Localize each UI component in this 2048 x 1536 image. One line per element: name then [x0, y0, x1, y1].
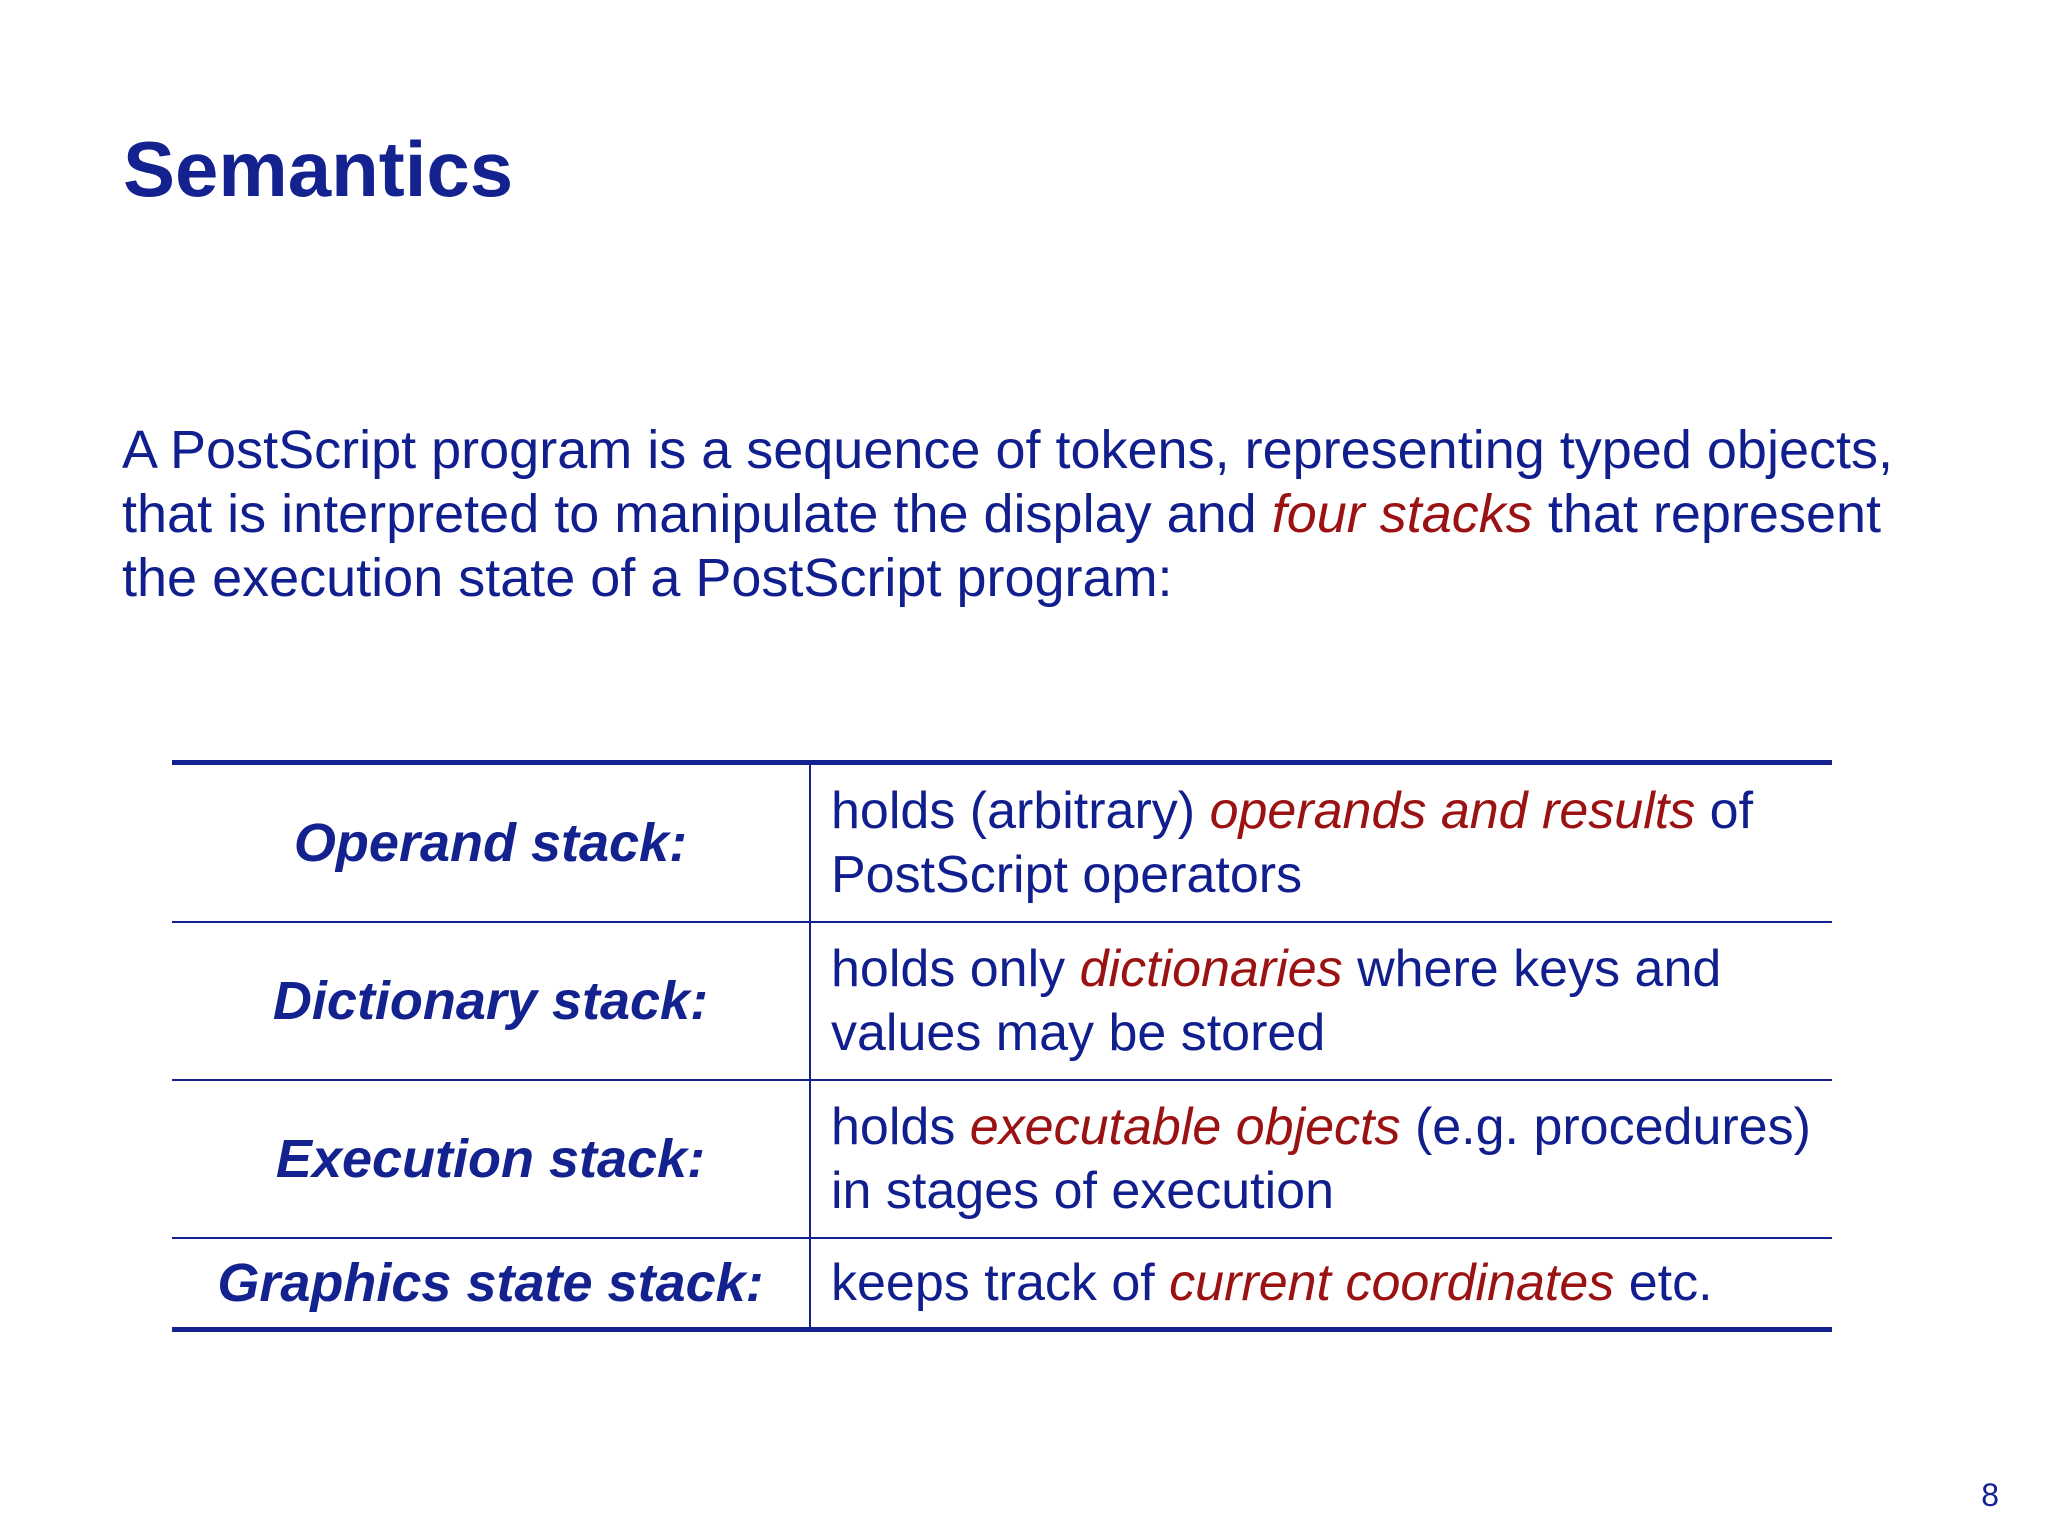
- stack-description: [810, 922, 1832, 1080]
- desc-text: (e.g. procedures) in stages of execution: [831, 1098, 1811, 1220]
- desc-text: of PostScript operators: [831, 782, 1754, 904]
- desc-emphasis: executable objects: [969, 1098, 1401, 1156]
- table-row: [172, 922, 1832, 1080]
- stack-description: [810, 1080, 1832, 1238]
- stack-description: [810, 763, 1832, 923]
- desc-emphasis: dictionaries: [1079, 940, 1343, 998]
- desc-emphasis: current coordinates: [1169, 1254, 1615, 1312]
- table-row: [172, 1080, 1832, 1238]
- intro-emphasis: four stacks: [1271, 484, 1533, 544]
- slide-title: Semantics: [123, 125, 514, 213]
- stack-name: Operand stack:: [172, 763, 810, 923]
- intro-text-part2: that represent the execution state of a PostScript program:: [122, 484, 1882, 608]
- desc-emphasis: operands and results: [1209, 782, 1696, 840]
- table-row: [172, 1238, 1832, 1330]
- page-number: 8: [1981, 1477, 1999, 1513]
- desc-text: keeps track of: [831, 1254, 1170, 1312]
- stacks-table: [172, 760, 1832, 1332]
- desc-text: where keys and values may be stored: [831, 940, 1722, 1062]
- desc-text: holds only: [831, 940, 1080, 998]
- desc-text: holds (arbitrary): [831, 782, 1210, 840]
- intro-paragraph: [122, 418, 1942, 610]
- intro-text-part1: A PostScript program is a sequence of tokens, representing typed objects, that is interpreted to manipulate the display and: [122, 420, 1893, 544]
- desc-text: holds: [831, 1098, 970, 1156]
- stack-name: Execution stack:: [172, 1080, 810, 1238]
- stack-description: [810, 1238, 1832, 1330]
- stack-name: Dictionary stack:: [172, 922, 810, 1080]
- stack-name: Graphics state stack:: [172, 1238, 810, 1330]
- desc-text: etc.: [1614, 1254, 1713, 1312]
- table-row: [172, 763, 1832, 923]
